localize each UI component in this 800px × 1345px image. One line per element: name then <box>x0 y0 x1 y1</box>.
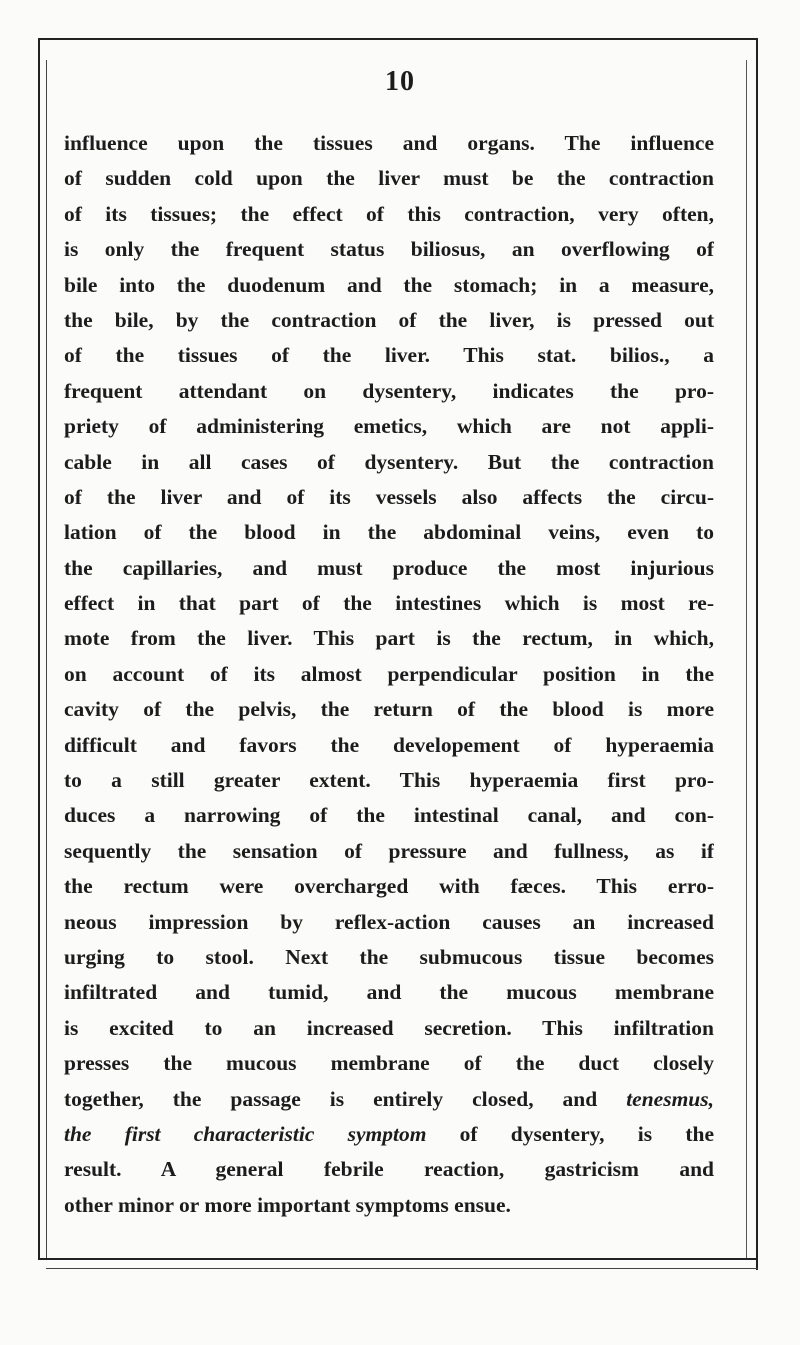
page-border-bottom-secondary <box>46 1268 758 1269</box>
text-line: cavity of the pelvis, the return of the blood is more <box>64 697 714 722</box>
text-line: presses the mucous membrane of the duct closely <box>64 1051 714 1076</box>
page-border-top <box>38 38 758 40</box>
text-line: difficult and favors the developement of hyperaemia <box>64 732 714 757</box>
text-line: bile into the duodenum and the stomach; in a measure, <box>64 272 714 297</box>
text-line: duces a narrowing of the intestinal canal, and con- <box>64 803 714 828</box>
page-border-left <box>38 38 40 1260</box>
italic-term-tenesmus: tenesmus, <box>626 1086 714 1111</box>
text-line: infiltrated and tumid, and the mucous membrane <box>64 980 714 1005</box>
body-text <box>64 126 714 1223</box>
page-border-bottom <box>38 1258 758 1260</box>
text-line: the bile, by the contraction of the liver, is pressed out <box>64 307 714 332</box>
text-line: the capillaries, and must produce the most injurious <box>64 555 714 580</box>
text-line: of sudden cold upon the liver must be the contraction <box>64 166 714 191</box>
text-line: influence upon the tissues and organs. The influence <box>64 131 714 155</box>
text-line-with-italic <box>64 1082 714 1117</box>
text-line: result. A general febrile reaction, gastricism and <box>64 1157 714 1182</box>
text-line: to a still greater extent. This hyperaemia first pro- <box>64 768 714 793</box>
text-line: of the liver and of its vessels also affects the circu- <box>64 484 714 509</box>
text-line: priety of administering emetics, which are not appli- <box>64 414 714 439</box>
page-number: 10 <box>385 66 415 97</box>
text-line: cable in all cases of dysentery. But the contraction <box>64 449 714 474</box>
text-line-final: other minor or more important symptoms ensue. <box>64 1192 511 1217</box>
text-line: sequently the sensation of pressure and fullness, as if <box>64 838 714 863</box>
text-line: of the tissues of the liver. This stat. bilios., a <box>64 343 714 368</box>
page-border-right-inner <box>746 60 747 1260</box>
text-line: effect in that part of the intestines which is most re- <box>64 591 714 616</box>
text-run: of dysentery, is the <box>426 1121 714 1146</box>
text-line: the rectum were overcharged with fæces. This erro- <box>64 874 714 899</box>
page-border-right <box>756 38 758 1270</box>
text-line: lation of the blood in the abdominal veins, even to <box>64 520 714 545</box>
text-line: urging to stool. Next the submucous tissue becomes <box>64 944 714 969</box>
text-line: on account of its almost perpendicular position in the <box>64 661 714 686</box>
text-line: of its tissues; the effect of this contraction, very often, <box>64 201 714 226</box>
text-line: neous impression by reflex-action causes an increased <box>64 909 714 934</box>
text-line: mote from the liver. This part is the rectum, in which, <box>64 626 714 651</box>
text-line-with-italic <box>64 1117 714 1152</box>
text-line: is excited to an increased secretion. This infiltration <box>64 1015 714 1040</box>
page-border-left-inner <box>46 60 47 1260</box>
text-run: together, the passage is entirely closed, and <box>64 1086 627 1111</box>
italic-phrase-first-symptom: the first characteristic symptom <box>64 1121 427 1146</box>
text-line: frequent attendant on dysentery, indicates the pro- <box>64 378 714 403</box>
text-line: is only the frequent status biliosus, an overflowing of <box>64 237 714 262</box>
